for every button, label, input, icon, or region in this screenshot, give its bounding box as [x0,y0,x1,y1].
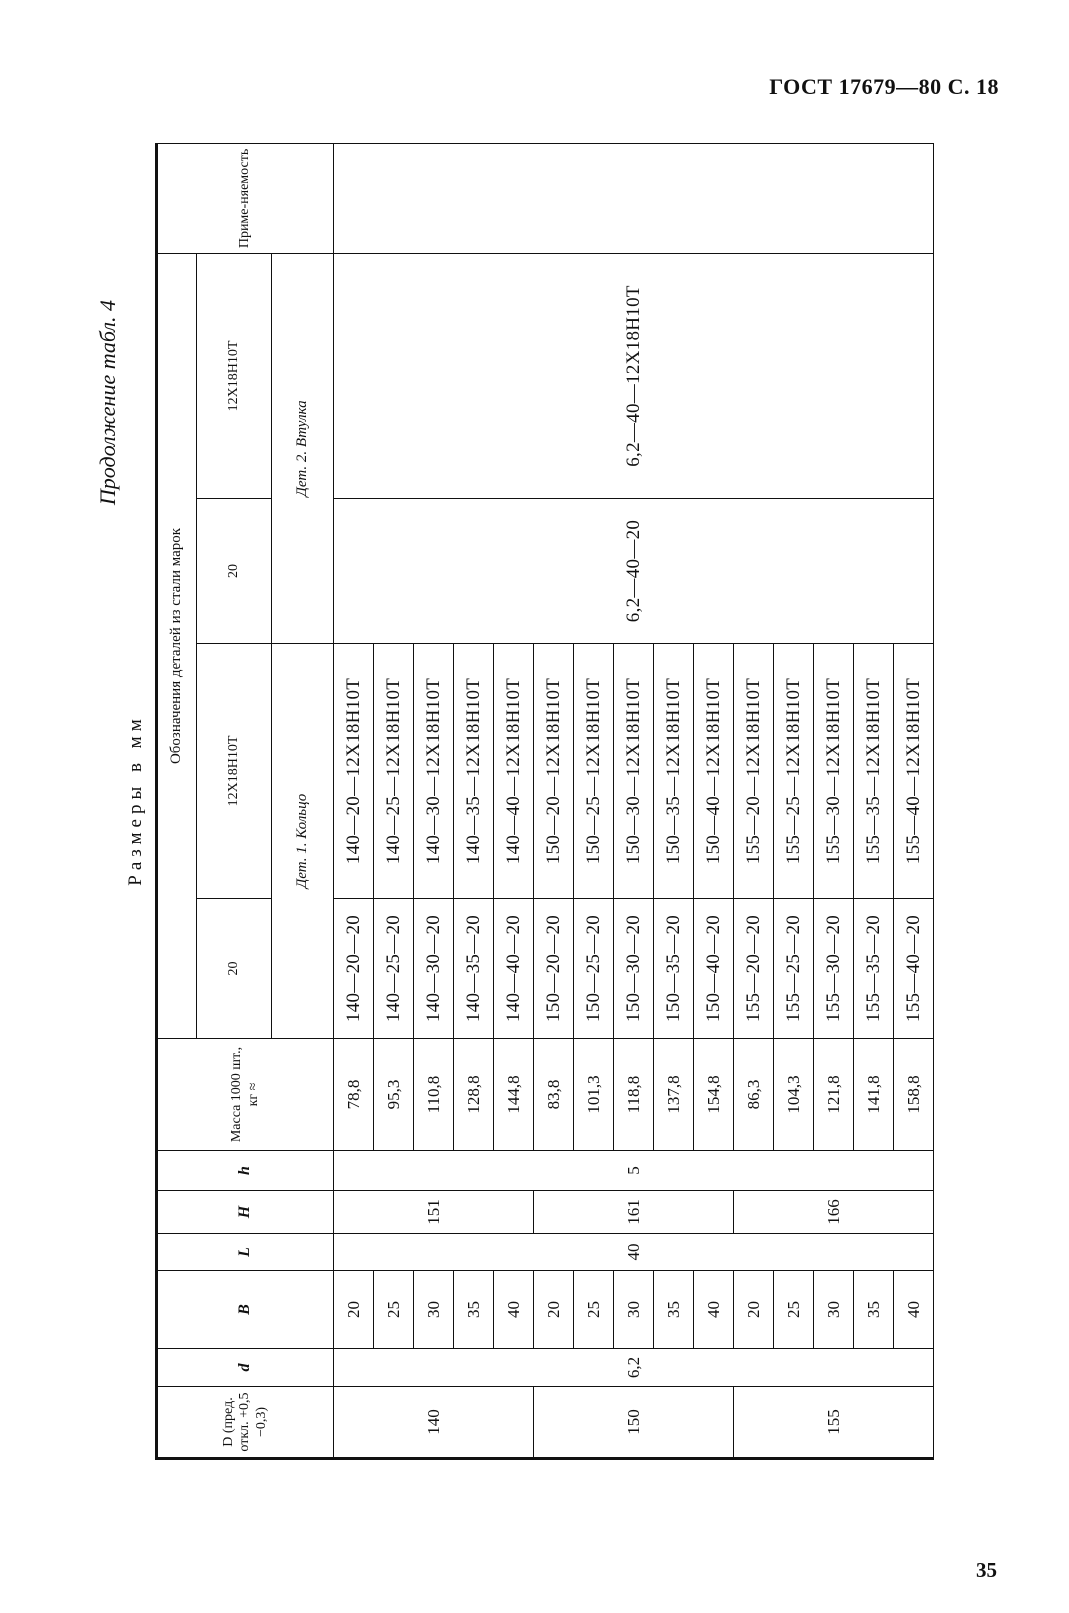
units-caption: Размеры в мм [125,714,146,886]
cell-ring-12x: 155—35—12Х18Н10Т [854,644,894,899]
cell-ring-12x: 155—20—12Х18Н10Т [734,644,774,899]
header-L: L [157,1234,334,1271]
cell-sleeve-12x: 6,2—40—12Х18Н10Т [334,253,934,498]
dimensions-table [155,143,934,1460]
cell-ring-12x: 140—40—12Х18Н10Т [494,644,534,899]
table-continuation-caption: Продолжение табл. 4 [95,300,120,506]
cell-ring-20: 140—35—20 [454,899,494,1039]
cell-ring-20: 140—20—20 [334,899,374,1039]
cell-d: 6,2 [334,1349,934,1387]
cell-ring-20: 140—25—20 [374,899,414,1039]
header-D: D (пред. откл. +0,5 −0,3) [157,1387,334,1459]
table-row [334,143,374,1458]
cell-mass: 104,3 [774,1039,814,1151]
cell-mass: 141,8 [854,1039,894,1151]
cell-B: 25 [374,1271,414,1349]
cell-mass: 101,3 [574,1039,614,1151]
cell-ring-20: 150—25—20 [574,899,614,1039]
cell-ring-12x: 140—30—12Х18Н10Т [414,644,454,899]
header-B: B [157,1271,334,1349]
cell-B: 20 [734,1271,774,1349]
cell-H: 166 [734,1191,934,1234]
header-sleeve-steel-12x: 12Х18Н10Т [197,253,272,498]
cell-mass: 128,8 [454,1039,494,1151]
cell-B: 25 [774,1271,814,1349]
cell-ring-20: 155—20—20 [734,899,774,1039]
header-applicability: Приме-няемость [157,143,334,253]
cell-mass: 95,3 [374,1039,414,1151]
cell-ring-12x: 140—35—12Х18Н10Т [454,644,494,899]
cell-ring-20: 155—35—20 [854,899,894,1039]
cell-D: 150 [534,1387,734,1459]
cell-mass: 110,8 [414,1039,454,1151]
cell-mass: 86,3 [734,1039,774,1151]
cell-ring-12x: 150—40—12Х18Н10Т [694,644,734,899]
cell-ring-12x: 140—25—12Х18Н10Т [374,644,414,899]
cell-ring-20: 150—30—20 [614,899,654,1039]
cell-ring-12x: 150—20—12Х18Н10Т [534,644,574,899]
cell-mass: 118,8 [614,1039,654,1151]
cell-D: 140 [334,1387,534,1459]
header-H: H [157,1191,334,1234]
cell-ring-12x: 150—25—12Х18Н10Т [574,644,614,899]
header-d: d [157,1349,334,1387]
cell-mass: 121,8 [814,1039,854,1151]
header-h: h [157,1151,334,1191]
cell-ring-20: 140—30—20 [414,899,454,1039]
document-code: ГОСТ 17679—80 С. 18 [769,74,999,99]
cell-B: 20 [534,1271,574,1349]
cell-mass: 137,8 [654,1039,694,1151]
cell-H: 161 [534,1191,734,1234]
header-ring-steel-12x: 12Х18Н10Т [197,644,272,899]
header-part2: Дет. 2. Втулка [272,253,334,643]
cell-ring-20: 150—35—20 [654,899,694,1039]
header-mass: Масса 1000 шт., кг ≈ [157,1039,334,1151]
cell-B: 25 [574,1271,614,1349]
cell-H: 151 [334,1191,534,1234]
cell-ring-20: 155—25—20 [774,899,814,1039]
cell-ring-20: 155—30—20 [814,899,854,1039]
header-sleeve-steel-20: 20 [197,499,272,644]
header-ring-steel-20: 20 [197,899,272,1039]
header-designation: Обозначения деталей из стали марок [157,253,197,1038]
cell-D: 155 [734,1387,934,1459]
cell-B: 35 [854,1271,894,1349]
cell-mass: 158,8 [894,1039,934,1151]
cell-B: 30 [814,1271,854,1349]
cell-B: 35 [654,1271,694,1349]
cell-B: 30 [614,1271,654,1349]
cell-ring-20: 140—40—20 [494,899,534,1039]
cell-L: 40 [334,1234,934,1271]
cell-sleeve-20: 6,2—40—20 [334,499,934,644]
header-part1: Дет. 1. Кольцо [272,644,334,1039]
cell-mass: 154,8 [694,1039,734,1151]
cell-B: 30 [414,1271,454,1349]
cell-ring-20: 150—40—20 [694,899,734,1039]
cell-B: 20 [334,1271,374,1349]
cell-ring-20: 150—20—20 [534,899,574,1039]
cell-B: 35 [454,1271,494,1349]
cell-ring-20: 155—40—20 [894,899,934,1039]
cell-B: 40 [694,1271,734,1349]
cell-ring-12x: 140—20—12Х18Н10Т [334,644,374,899]
cell-ring-12x: 155—25—12Х18Н10Т [774,644,814,899]
cell-B: 40 [494,1271,534,1349]
cell-ring-12x: 150—35—12Х18Н10Т [654,644,694,899]
cell-ring-12x: 155—30—12Х18Н10Т [814,644,854,899]
cell-applicability [334,143,934,253]
page-number: 35 [976,1558,997,1582]
cell-h: 5 [334,1151,934,1191]
cell-ring-12x: 155—40—12Х18Н10Т [894,644,934,899]
cell-mass: 83,8 [534,1039,574,1151]
cell-ring-12x: 150—30—12Х18Н10Т [614,644,654,899]
cell-B: 40 [894,1271,934,1349]
cell-mass: 78,8 [334,1039,374,1151]
cell-mass: 144,8 [494,1039,534,1151]
